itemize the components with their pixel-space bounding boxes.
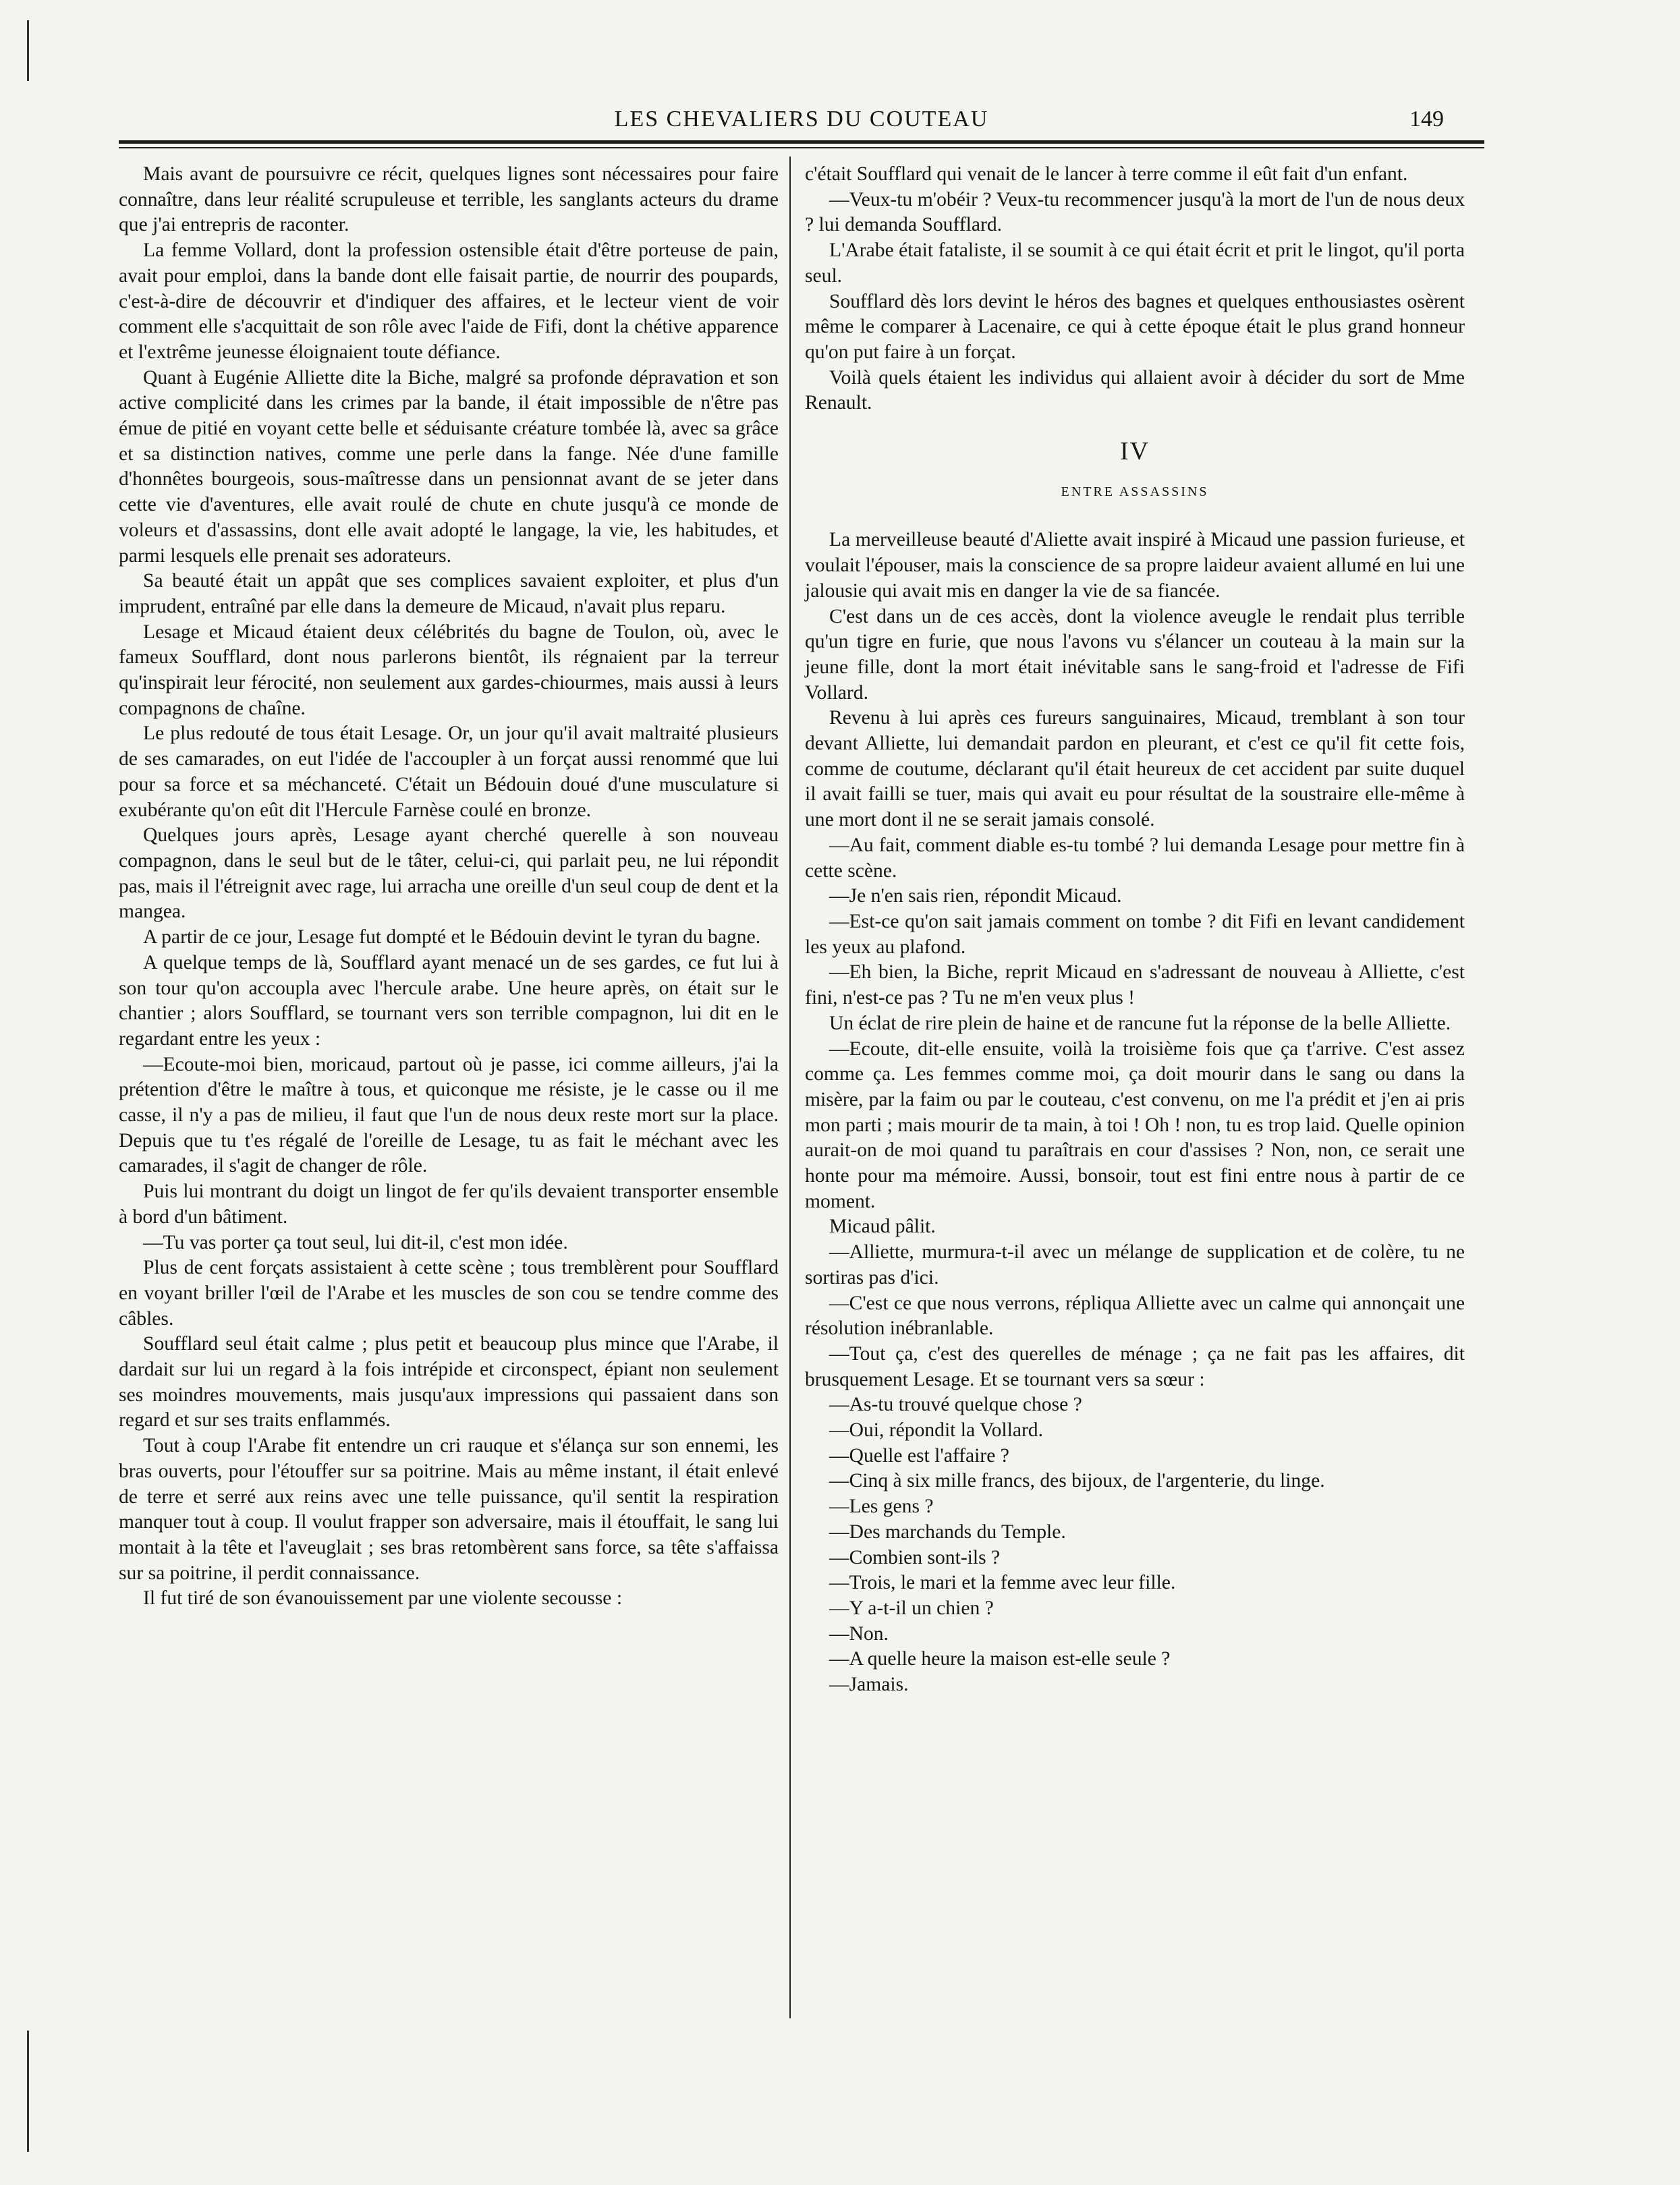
paragraph: —Tu vas porter ça tout seul, lui dit-il, c'est mon idée. [143,1231,568,1253]
paragraph: Soufflard seul était calme ; plus petit et beaucoup plus mince que l'Arabe, il dardait sur lui un regard à la fois intrépide et circonspect, épiant non seulement ses moindres mouvements, mais jusqu'aux impressions qui passaient dans son regard et sur ses traits enflammés. [119,1333,779,1431]
dialogue-line: —Eh bien, la Biche, reprit Micaud en s'adressant de nouveau à Alliette, c'est fini, n'est-ce pas ? Tu ne m'en veux plus ! [805,961,1465,1009]
paragraph: Quant à Eugénie Alliette dite la Biche, malgré sa profonde dépravation et son active complicité dans les crimes par la bande, il était impossible de n'être pas émue de pitié en voyant cette belle et séduisante créature tombée là, avec sa grâce et sa distinction natives, comme une perle dans la fange. Née d'une famille d'honnêtes bourgeois, sous-maîtresse dans un pensionnat avant de se jeter dans cette vie d'aventures, elle avait roulé de chute en chute jusqu'à ce monde de voleurs et d'assassins, dont elle avait adopté le langage, la vie, les habitudes, et parmi lesquels elle prenait ses adorateurs. [119,366,779,567]
dialogue-line: —Cinq à six mille francs, des bijoux, de l'argenterie, du linge. [829,1470,1325,1492]
paragraph: La merveilleuse beauté d'Aliette avait inspiré à Micaud une passion furieuse, et voulait l'épouser, mais la conscience de sa propre laideur avaient allumé en lui une jalousie qui avait mis en danger la vie de sa fiancée. [805,529,1465,602]
paragraph: A quelque temps de là, Soufflard ayant menacé un de ses gardes, ce fut lui à son tour qu'on accoupla avec l'hercule arabe. Une heure après, on était sur le chantier ; alors Soufflard, se tournant vers son terrible compagnon, lui dit en le regardant entre les yeux : [119,951,779,1050]
paragraph: Soufflard dès lors devint le héros des bagnes et quelques enthousiastes osèrent même le comparer à Lacenaire, ce qui à cette époque était le plus grand honneur qu'on put faire à un forçat. [805,290,1465,363]
page-header [119,107,1484,140]
dialogue-line: —As-tu trouvé quelque chose ? [829,1394,1082,1416]
binding-edge-mark [27,2031,29,2152]
paragraph: La femme Vollard, dont la profession ostensible était d'être porteuse de pain, avait pour emploi, dans la bande dont elle faisait partie, de nourrir des poupards, c'est-à-dire de découvrir et d'indiquer des affaires, et le lecteur vient de voir comment elle s'acquittait de son rôle avec l'aide de Fifi, dont la chétive apparence et l'extrême jeunesse éloignaient toute défiance. [119,239,779,363]
dialogue-line: —Alliette, murmura-t-il avec un mélange de supplication et de colère, tu ne sortiras pas d'ici. [805,1241,1465,1288]
paragraph: Quelques jours après, Lesage ayant cherché querelle à son nouveau compagnon, dans le seul but de le tâter, celui-ci, qui parlait peu, ne lui répondit pas, mais il l'étreignit avec rage, lui arracha une oreille d'un seul coup de dent et la mangea. [119,824,779,923]
paragraph: Le plus redouté de tous était Lesage. Or, un jour qu'il avait maltraité plusieurs de ses camarades, on eut l'idée de l'accoupler à un forçat aussi renommé que lui pour sa force et sa méchanceté. C'était un Bédouin doué d'une musculature si exubérante qu'on eût dit l'Hercule Farnèse coulé en bronze. [119,722,779,821]
paragraph: Voilà quels étaient les individus qui allaient avoir à décider du sort de Mme Renault. [805,366,1465,414]
right-column [805,162,1465,1698]
dialogue-line: —Combien sont-ils ? [829,1546,1001,1568]
dialogue-line: —Oui, répondit la Vollard. [829,1419,1044,1442]
dialogue-line: —Non. [829,1622,889,1645]
chapter-number: IV [1119,437,1150,466]
dialogue-line: —Des marchands du Temple. [829,1521,1066,1543]
page-number: 149 [1409,107,1444,132]
dialogue-line: —Au fait, comment diable es-tu tombé ? lui demanda Lesage pour mettre fin à cette scène. [805,834,1465,882]
dialogue-line: —Je n'en sais rien, répondit Micaud. [829,885,1122,907]
paragraph: C'est dans un de ces accès, dont la violence aveugle le rendait plus terrible qu'un tigre en furie, que nous l'avons vu s'élancer un couteau à la main sur la jeune fille, dont la mort était inévitable sans le sang-froid et l'adresse de Fifi Vollard. [805,605,1465,704]
dialogue-line: —Y a-t-il un chien ? [829,1597,994,1619]
paragraph: c'était Soufflard qui venait de le lancer à terre comme il eût fait d'un enfant. [805,163,1408,185]
dialogue-line: —Les gens ? [829,1496,934,1518]
paragraph: A partir de ce jour, Lesage fut dompté et le Bédouin devint le tyran du bagne. [143,926,761,948]
paragraph: Lesage et Micaud étaient deux célébrités du bagne de Toulon, où, avec le fameux Soufflard, dont nous parlerons bientôt, ils régnaient par la terreur qu'inspirait leur férocité, non seulement aux gardes-chiourmes, mais aussi à leurs compagnons de chaîne. [119,621,779,719]
dialogue-line: —C'est ce que nous verrons, répliqua Alliette avec un calme qui annonçait une résolution inébranlable. [805,1292,1465,1340]
dialogue-line: —A quelle heure la maison est-elle seule ? [829,1648,1171,1670]
paragraph: —Ecoute-moi bien, moricaud, partout où je passe, ici comme ailleurs, j'ai la prétention d'être le maître à tous, et quiconque me résiste, je le casse ou il me casse, il n'y a pas de milieu, il faut que l'un de nous deux reste mort sur la place. Depuis que tu t'es régalé de l'oreille de Lesage, tu as fait le méchant avec les camarades, il s'agit de changer de rôle. [119,1053,779,1177]
dialogue-line: —Est-ce qu'on sait jamais comment on tombe ? dit Fifi en levant candidement les yeux au plafond. [805,910,1465,958]
paragraph: Un éclat de rire plein de haine et de rancune fut la réponse de la belle Alliette. [829,1012,1451,1034]
column-divider [789,157,791,2018]
dialogue-line: —Trois, le mari et la femme avec leur fille. [829,1572,1176,1594]
paragraph: —Veux-tu m'obéir ? Veux-tu recommencer jusqu'à la mort de l'un de nous deux ? lui demanda Soufflard. [805,188,1465,236]
dialogue-line: —Tout ça, c'est des querelles de ménage ; ça ne fait pas les affaires, dit brusquement Lesage. Et se tournant vers sa sœur : [805,1342,1465,1390]
paragraph: Plus de cent forçats assistaient à cette scène ; tous tremblèrent pour Soufflard en voyant briller l'œil de l'Arabe et les muscles de son cou se tendre comme des câbles. [119,1257,779,1330]
running-title: LES CHEVALIERS DU COUTEAU [614,107,989,132]
paragraph: Micaud pâlit. [829,1216,936,1238]
dialogue-line: —Jamais. [829,1674,909,1696]
paragraph: L'Arabe était fataliste, il se soumit à ce qui était écrit et prit le lingot, qu'il porta seul. [805,239,1465,287]
chapter-title: ENTRE ASSASSINS [1061,484,1209,499]
paragraph: Revenu à lui après ces fureurs sanguinaires, Micaud, tremblant à son tour devant Alliette, lui demandait pardon en pleurant, et c'est ce qu'il fit cette fois, comme de coutume, déclarant qu'il était heureux de cet accident par suite duquel il avait failli se tuer, mais qui avait eu pour résultat de la soustraire elle-même à une mort dont il ne se serait jamais consolé. [805,707,1465,831]
paragraph: Tout à coup l'Arabe fit entendre un cri rauque et s'élança sur son ennemi, les bras ouverts, pour l'étouffer sur sa poitrine. Mais au même instant, il était enlevé de terre et serré aux reins avec une telle puissance, qu'il sentit la respiration manquer tout à coup. Il voulut frapper son adversaire, mais il étouffait, le sang lui montait à la tête et l'aveuglait ; ses bras retombèrent sans force, sa tête s'affaissa sur sa poitrine, il perdit connaissance. [119,1435,779,1584]
paragraph: Sa beauté était un appât que ses complices savaient exploiter, et plus d'un imprudent, entraîné par elle dans la demeure de Micaud, n'avait plus reparu. [119,570,779,617]
header-rule-thick [119,140,1484,144]
dialogue-line: —Quelle est l'affaire ? [829,1444,1009,1467]
left-column [119,162,779,1612]
paragraph: Puis lui montrant du doigt un lingot de fer qu'ils devaient transporter ensemble à bord d'un bâtiment. [119,1181,779,1228]
header-rule-thin [119,147,1484,148]
binding-edge-mark [27,20,29,81]
paragraph: Il fut tiré de son évanouissement par une violente secousse : [143,1587,623,1610]
dialogue-line: —Ecoute, dit-elle ensuite, voilà la troisième fois que ça t'arrive. C'est assez comme ça. Les femmes comme moi, ça doit mourir dans le sang ou dans la misère, par la faim ou par le couteau, c'est convenu, on me l'a prédit et j'en ai pris mon parti ; mais mourir de ta main, à toi ! Oh ! non, tu es trop laid. Quelle opinion aurait-on de moi quand tu paraîtrais en cour d'assises ? Non, non, ce serait une honte pour ma mémoire. Aussi, bonsoir, tout est fini entre nous à partir de ce moment. [805,1038,1465,1212]
paragraph: Mais avant de poursuivre ce récit, quelques lignes sont nécessaires pour faire connaître, dans leur réalité scrupuleuse et terrible, les sanglants acteurs du drame que j'ai entrepris de raconter. [119,163,779,236]
